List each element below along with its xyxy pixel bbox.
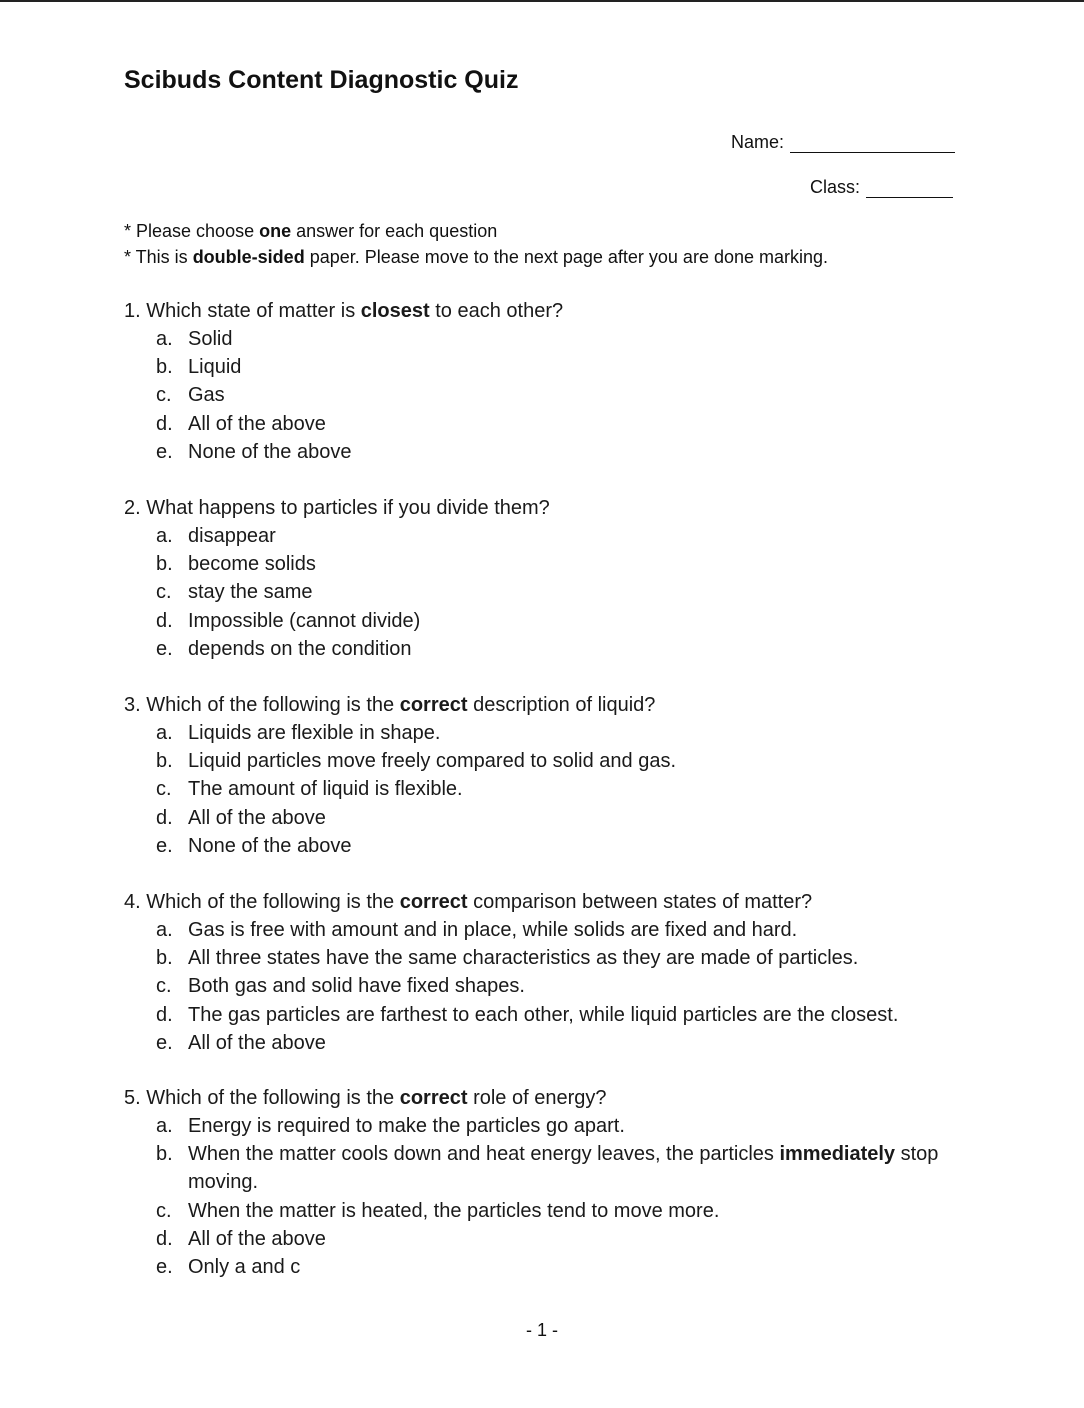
question-stem: 4. Which of the following is the correct comparison between states of matter? bbox=[124, 891, 813, 913]
answer-option[interactable]: c. When the matter is heated, the particles tend to move more. bbox=[156, 1199, 720, 1222]
quiz-title: Scibuds Content Diagnostic Quiz bbox=[124, 66, 519, 94]
question-stem: 3. Which of the following is the correct description of liquid? bbox=[124, 694, 656, 716]
answer-option[interactable]: b. When the matter cools down and heat energy leaves, the particles immediately stop moving. bbox=[156, 1143, 939, 1194]
page-number: - 1 - bbox=[525, 1320, 558, 1340]
answer-option[interactable]: d. All of the above bbox=[156, 1227, 326, 1250]
answer-option[interactable]: e. All of the above bbox=[156, 1031, 326, 1054]
page-top-border bbox=[0, 0, 1084, 2]
answer-option[interactable]: e. None of the above bbox=[156, 440, 352, 463]
answer-option[interactable]: a. disappear bbox=[156, 525, 276, 547]
question-5 bbox=[124, 1084, 964, 1281]
question-1 bbox=[124, 297, 964, 466]
answer-option[interactable]: e. depends on the condition bbox=[156, 637, 412, 660]
answer-option[interactable]: b. Liquid bbox=[156, 356, 242, 379]
question-4 bbox=[124, 888, 964, 1057]
instruction-line-2: * This is double-sided paper. Please move to the next page after you are done marking. bbox=[124, 247, 829, 267]
class-field bbox=[810, 177, 953, 198]
answer-option[interactable]: e. None of the above bbox=[156, 834, 352, 857]
answer-option[interactable]: a. Solid bbox=[156, 328, 233, 350]
answer-option[interactable]: c. stay the same bbox=[156, 581, 313, 604]
answer-option[interactable]: e. Only a and c bbox=[156, 1256, 301, 1279]
answer-option[interactable]: b. All three states have the same characteristics as they are made of particles. bbox=[156, 947, 859, 970]
question-stem: 1. Which state of matter is closest to each other? bbox=[124, 300, 564, 322]
answer-option[interactable]: d. All of the above bbox=[156, 806, 326, 829]
question-stem: 2. What happens to particles if you divide them? bbox=[124, 497, 550, 519]
answer-option[interactable]: d. All of the above bbox=[156, 412, 326, 435]
question-stem: 5. Which of the following is the correct role of energy? bbox=[124, 1087, 607, 1109]
answer-option[interactable]: c. The amount of liquid is flexible. bbox=[156, 778, 463, 801]
answer-option[interactable]: a. Liquids are flexible in shape. bbox=[156, 722, 441, 744]
name-blank-line[interactable] bbox=[790, 134, 955, 153]
question-2 bbox=[124, 494, 964, 663]
answer-option[interactable]: a. Energy is required to make the particles go apart. bbox=[156, 1115, 625, 1137]
answer-option[interactable]: c. Gas bbox=[156, 384, 225, 407]
answer-option[interactable]: b. become solids bbox=[156, 553, 316, 576]
answer-option[interactable]: a. Gas is free with amount and in place, while solids are fixed and hard. bbox=[156, 919, 798, 941]
name-label: Name: bbox=[731, 132, 785, 152]
instruction-line-1: * Please choose one answer for each question bbox=[124, 221, 498, 241]
class-blank-line[interactable] bbox=[866, 179, 953, 198]
question-3 bbox=[124, 691, 964, 860]
answer-option[interactable]: d. The gas particles are farthest to each other, while liquid particles are the closest. bbox=[156, 1003, 899, 1026]
answer-option[interactable]: b. Liquid particles move freely compared to solid and gas. bbox=[156, 750, 677, 773]
class-label: Class: bbox=[810, 177, 861, 197]
answer-option[interactable]: d. Impossible (cannot divide) bbox=[156, 609, 421, 632]
answer-option[interactable]: c. Both gas and solid have fixed shapes. bbox=[156, 975, 525, 998]
name-field bbox=[731, 132, 955, 153]
